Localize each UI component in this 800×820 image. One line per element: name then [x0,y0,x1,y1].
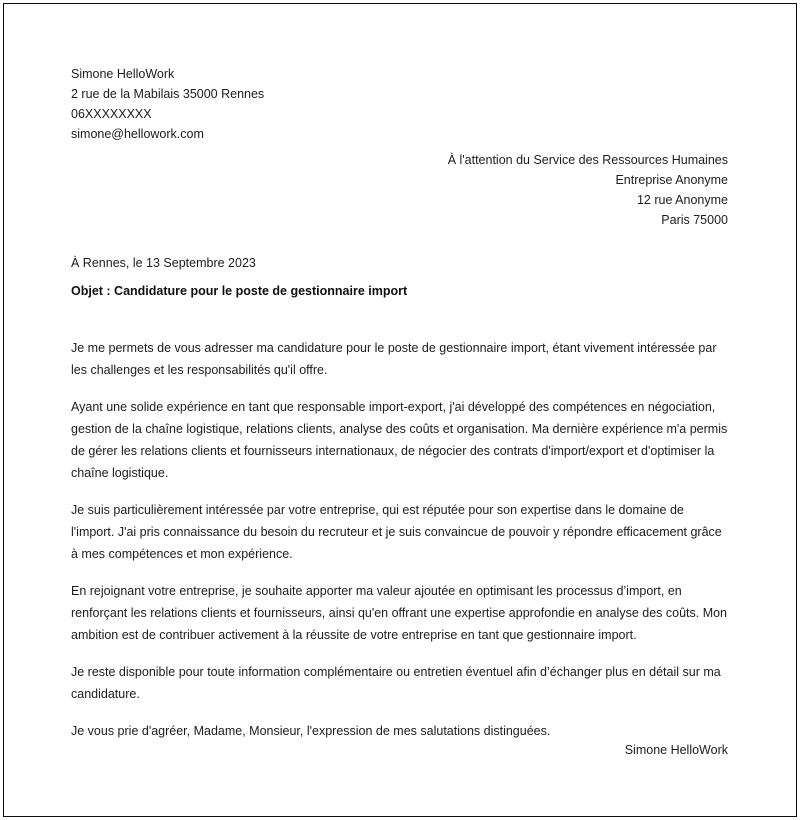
recipient-address-block [71,150,728,230]
sender-name: Simone HelloWork [71,67,175,81]
sender-street-address: 2 rue de la Mabilais 35000 Rennes [71,87,265,101]
sender-phone: 06XXXXXXXX [71,107,152,121]
recipient-company: Entreprise Anonyme [615,173,728,187]
recipient-city: Paris 75000 [661,213,728,227]
body-paragraph: En rejoignant votre entreprise, je souhaite apporter ma valeur ajoutée en optimisant les processus d’import, en renforçant les relations clients et fournisseurs, ainsi qu'en offrant une expertise approfondie en analyse des coûts. Mon ambition est de contribuer activement à la réussite de votre entreprise en tant que gestionnaire import. [71,584,728,642]
recipient-street-address: 12 rue Anonyme [636,193,728,207]
signature-name: Simone HelloWork [624,743,728,757]
letter-body [71,337,728,742]
subject-line: Objet : Candidature pour le poste de gestionnaire import [71,284,408,298]
body-paragraph: Je reste disponible pour toute information complémentaire ou entretien éventuel afin d’échanger plus en détail sur ma candidature. [71,665,721,701]
body-paragraph: Je vous prie d'agréer, Madame, Monsieur, l'expression de mes salutations distinguées. [71,724,551,738]
body-paragraph: Je suis particulièrement intéressée par votre entreprise, qui est réputée pour son expertise dans le domaine de l'import. J'ai pris connaissance du besoin du recruteur et je suis convaincue de pouvoir y répondre efficacement grâce à mes compétences et mon expérience. [71,503,722,561]
date-line: À Rennes, le 13 Septembre 2023 [71,256,256,270]
recipient-attention-line: À l'attention du Service des Ressources Humaines [447,153,728,167]
sender-email: simone@hellowork.com [71,127,204,141]
sender-address-block [71,64,728,144]
body-paragraph: Je me permets de vous adresser ma candidature pour le poste de gestionnaire import, étant vivement intéressée par les challenges et les responsabilités qu'il offre. [71,341,717,377]
body-paragraph: Ayant une solide expérience en tant que responsable import-export, j'ai développé des compétences en négociation, gestion de la chaîne logistique, relations clients, analyse des coûts et organisation. Ma dernière expérience m'a permis de gérer les relations clients et fournisseurs internationaux, de négocier des contrats d'import/export et d'optimiser la chaîne logistique. [71,400,728,480]
